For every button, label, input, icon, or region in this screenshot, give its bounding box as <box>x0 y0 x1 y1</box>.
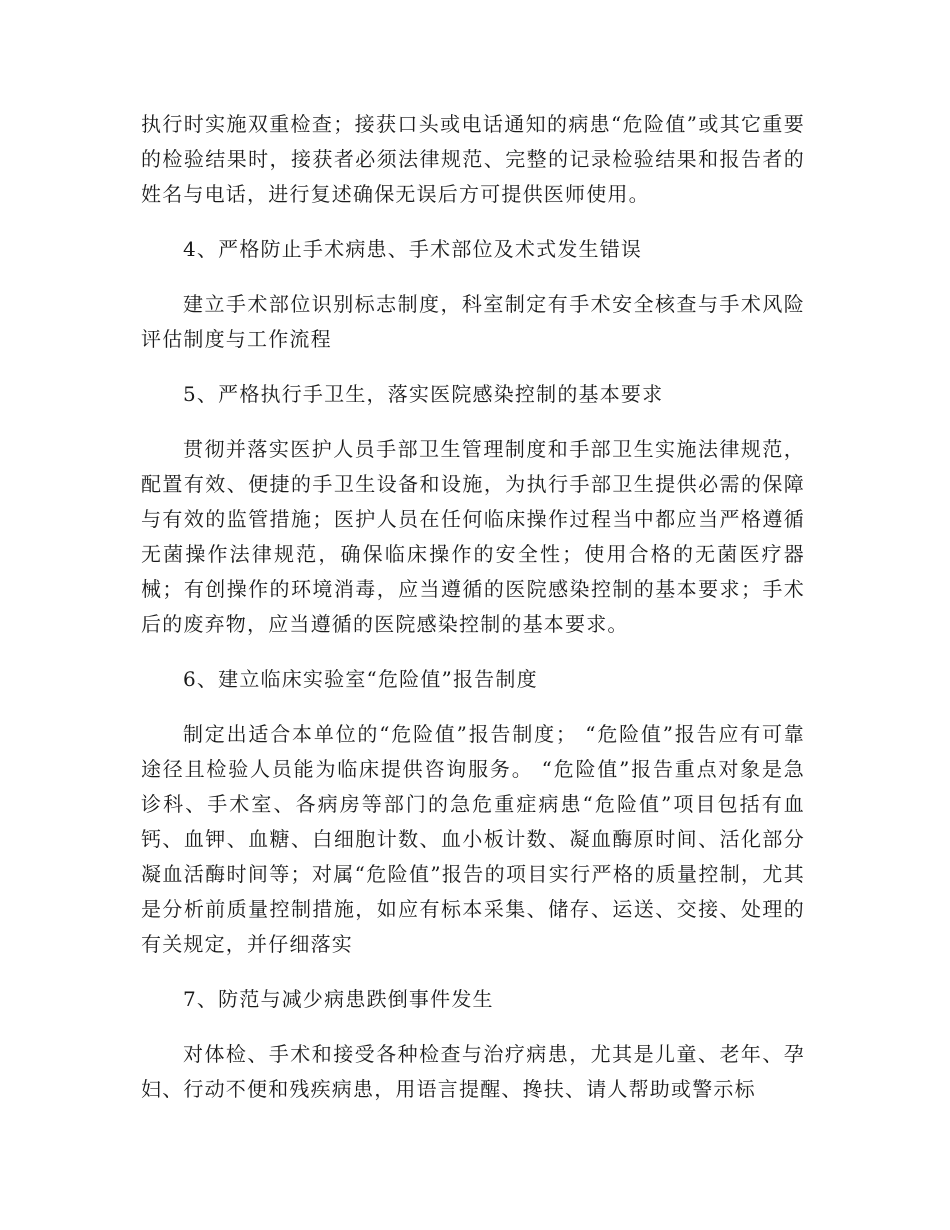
document-body <box>141 0 805 1107</box>
paragraph-section-6: 制定出适合本单位的“危险值”报告制度； “危险值”报告应有可靠途径且检验人员能为临床提供咨询服务。 “危险值”报告重点对象是急诊科、手术室、各病房等部门的急危重症病患“危险值”项目包括有血钙、血钾、血糖、白细胞计数、血小板计数、凝血酶原时间、活化部分凝血活酶时间等；对属“危险值”报告的项目实行严格的质量控制，尤其是分析前质量控制措施，如应有标本采集、储存、运送、交接、处理的有关规定，并仔细落实 <box>141 722 805 956</box>
paragraph-section-7: 对体检、手术和接受各种检查与治疗病患，尤其是儿童、老年、孕妇、行动不便和残疾病患，用语言提醒、搀扶、请人帮助或警示标 <box>141 1042 805 1101</box>
section-heading-6: 6、建立临床实验室“危险值”报告制度 <box>183 667 538 691</box>
paragraph-section-5: 贯彻并落实医护人员手部卫生管理制度和手部卫生实施法律规范，配置有效、便捷的手卫生设备和设施，为执行手部卫生提供必需的保障与有效的监管措施；医护人员在任何临床操作过程当中都应当严格遵循无菌操作法律规范，确保临床操作的安全性；使用合格的无菌医疗器械；有创操作的环境消毒，应当遵循的医院感染控制的基本要求；手术后的废弃物，应当遵循的医院感染控制的基本要求。 <box>141 437 805 636</box>
paragraph-continuation: 执行时实施双重检查；接获口头或电话通知的病患“危险值”或其它重要的检验结果时，接获者必须法律规范、完整的记录检验结果和报告者的姓名与电话，进行复述确保无误后方可提供医师使用。 <box>141 112 805 206</box>
paragraph-section-4: 建立手术部位识别标志制度，科室制定有手术安全核查与手术风险评估制度与工作流程 <box>141 292 805 351</box>
section-heading-7: 7、防范与减少病患跌倒事件发生 <box>183 987 494 1011</box>
section-heading-4: 4、严格防止手术病患、手术部位及术式发生错误 <box>183 237 643 261</box>
section-heading-5: 5、严格执行手卫生，落实医院感染控制的基本要求 <box>183 382 664 406</box>
